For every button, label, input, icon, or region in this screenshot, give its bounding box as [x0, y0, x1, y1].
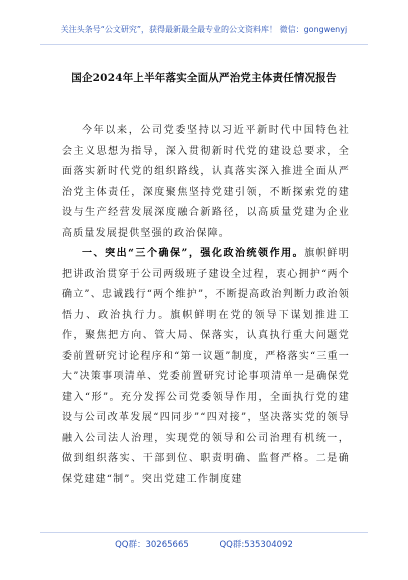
footer — [0, 538, 408, 550]
document-title: 国企2024年上半年落实全面从严治党主体责任情况报告 — [71, 72, 337, 84]
section-1-heading: 一、突出“三个确保”，强化政治统领作用。 — [82, 248, 305, 259]
header-divider — [40, 44, 368, 45]
section-1-paragraph — [62, 244, 350, 490]
document-body — [62, 121, 350, 490]
footer-divider — [40, 532, 368, 533]
header-promo-note: 关注头条号“公文研究”，获得最新最全最专业的公文资料库！ 微信：gongwenyj — [60, 25, 348, 34]
section-1-body: 旗帜鲜明把讲政治贯穿于公司两级班子建设全过程，衷心拥护“两个确立”、忠诚践行“两个维护”，不断提高政治判断力政治领悟力、政治执行力。旗帜鲜明在党的领导下谋划推进工作，聚焦把方向、管大局、保落实，认真执行重大问题党委前置研究讨论程序和“第一议题”制度，严格落实“三重一大”决策事项清单、党委前置研究讨论事项清单一是确保党建入“形”。充分发挥公司党委领导作用，全面执行党的建设与公司改革发展“四同步”“四对接”，坚决落实党的领导融入公司法人治理，实现党的领导和公司治理有机统一，做到组织落实、干部到位、职责明确、监督严格。二是确保党建建“制”。突出党建工作制度建 — [62, 248, 350, 485]
footer-qq-group-1: QQ群：30265665 — [115, 540, 189, 550]
intro-paragraph: 今年以来，公司党委坚持以习近平新时代中国特色社会主义思想为指导，深入贯彻新时代党的建设总要求，全面落实新时代党的组织路线，认真落实深入推进全面从严治党主体责任，深度聚焦坚持党建引领，不断探索党的建设与生产经营发展深度融合新路径，以高质量党建为企业高质量发展提供坚强的政治保障。 — [62, 125, 350, 239]
footer-qq-group-2: QQ群:535304092 — [219, 540, 293, 550]
